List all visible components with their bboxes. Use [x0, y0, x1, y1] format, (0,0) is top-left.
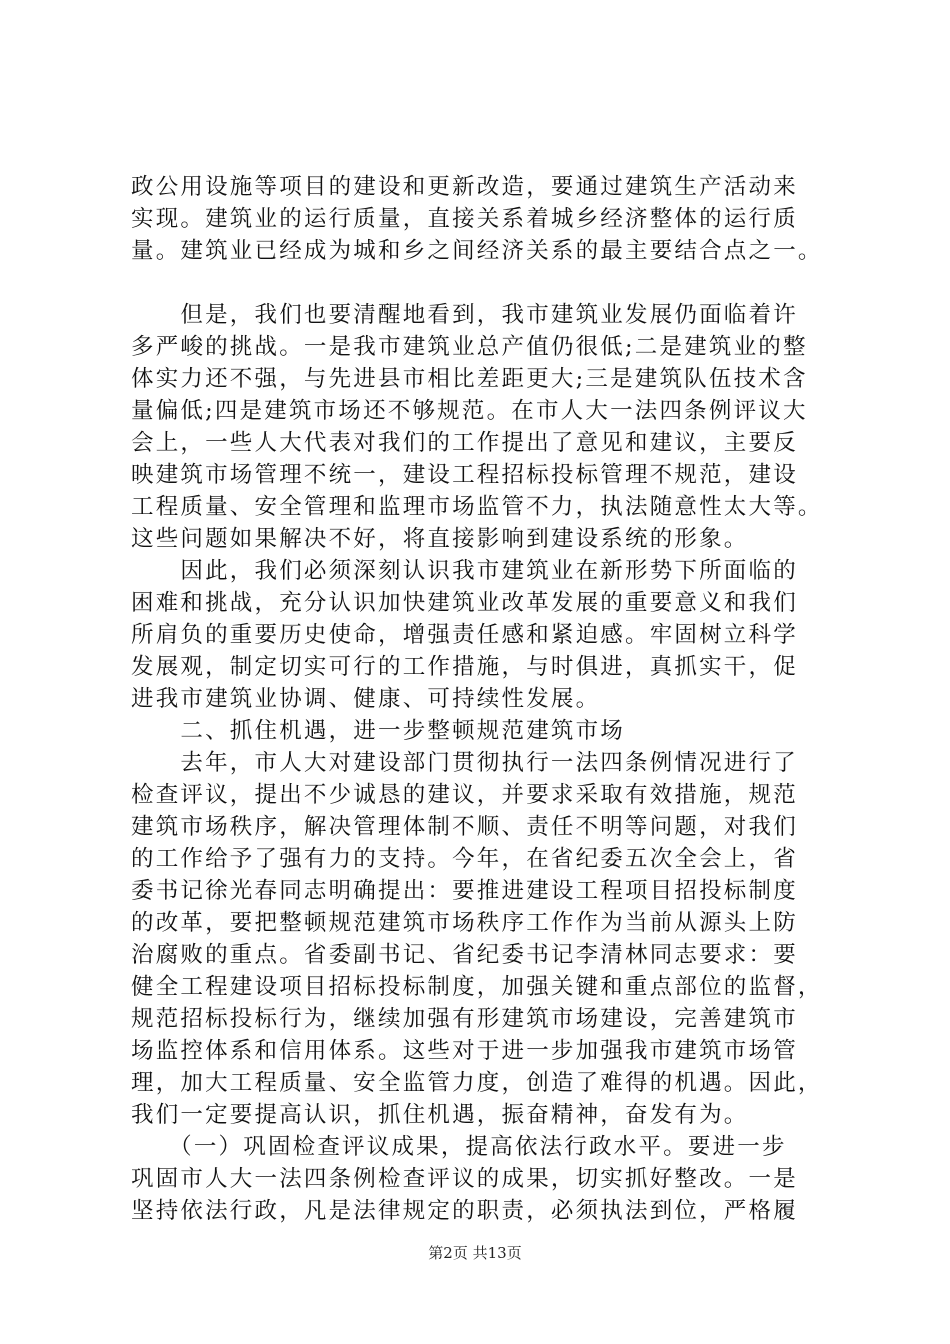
paragraph-block-top [131, 171, 831, 267]
text-line: 会上，一些人大代表对我们的工作提出了意见和建议，主要反 [131, 430, 798, 456]
paragraph-block-main [131, 299, 831, 1227]
text-line: 工程质量、安全管理和监理市场监管不力，执法随意性太大等。 [131, 494, 823, 520]
text-line: 巩固市人大一法四条例检查评议的成果，切实抓好整改。一是 [131, 1166, 798, 1192]
text-line: 的改革，要把整顿规范建筑市场秩序工作作为当前从源头上防 [131, 910, 798, 936]
text-line: 规范招标投标行为，继续加强有形建筑市场建设，完善建筑市 [131, 1006, 798, 1032]
text-line: 委书记徐光春同志明确提出：要推进建设工程项目招投标制度 [131, 878, 798, 904]
text-line: 坚持依法行政，凡是法律规定的职责，必须执法到位，严格履 [131, 1198, 798, 1224]
text-line: 发展观，制定切实可行的工作措施，与时俱进，真抓实干，促 [131, 654, 798, 680]
text-line: 进我市建筑业协调、健康、可持续性发展。 [131, 686, 601, 712]
text-line: 因此，我们必须深刻认识我市建筑业在新形势下所面临的 [131, 558, 798, 584]
text-line: 实现。建筑业的运行质量，直接关系着城乡经济整体的运行质 [131, 206, 798, 232]
text-line: 政公用设施等项目的建设和更新改造，要通过建筑生产活动来 [131, 174, 798, 200]
text-line: 多严峻的挑战。一是我市建筑业总产值仍很低;二是建筑业的整 [131, 334, 808, 360]
text-line: 映建筑市场管理不统一，建设工程招标投标管理不规范，建设 [131, 462, 798, 488]
text-line: 我们一定要提高认识，抓住机遇，振奋精神，奋发有为。 [131, 1102, 749, 1128]
text-line: 场监控体系和信用体系。这些对于进一步加强我市建筑市场管 [131, 1038, 798, 1064]
text-line: 健全工程建设项目招标投标制度，加强关键和重点部位的监督， [131, 974, 823, 1000]
text-line: 量偏低;四是建筑市场还不够规范。在市人大一法四条例评议大 [131, 398, 808, 424]
text-line: 理，加大工程质量、安全监管力度，创造了难得的机遇。因此， [131, 1070, 823, 1096]
text-line: 体实力还不强，与先进县市相比差距更大;三是建筑队伍技术含 [131, 366, 808, 392]
text-line: （一）巩固检查评议成果，提高依法行政水平。要进一步 [131, 1134, 787, 1160]
text-line: 这些问题如果解决不好，将直接影响到建设系统的形象。 [131, 526, 749, 552]
text-line: 去年，市人大对建设部门贯彻执行一法四条例情况进行了 [131, 750, 798, 776]
text-line: 但是，我们也要清醒地看到，我市建筑业发展仍面临着许 [131, 302, 798, 328]
text-line: 所肩负的重要历史使命，增强责任感和紧迫感。牢固树立科学 [131, 622, 798, 648]
text-line: 困难和挑战，充分认识加快建筑业改革发展的重要意义和我们 [131, 590, 798, 616]
text-line: 量。建筑业已经成为城和乡之间经济关系的最主要结合点之一。 [131, 238, 823, 264]
text-line: 二、抓住机遇，进一步整顿规范建筑市场 [131, 718, 626, 744]
text-line: 治腐败的重点。省委副书记、省纪委书记李清林同志要求：要 [131, 942, 798, 968]
page-footer: 第2页 共13页 [428, 1244, 522, 1262]
text-line: 检查评议，提出不少诚恳的建议，并要求采取有效措施，规范 [131, 782, 798, 808]
text-line: 建筑市场秩序，解决管理体制不顺、责任不明等问题，对我们 [131, 814, 798, 840]
text-line: 的工作给予了强有力的支持。今年，在省纪委五次全会上，省 [131, 846, 798, 872]
